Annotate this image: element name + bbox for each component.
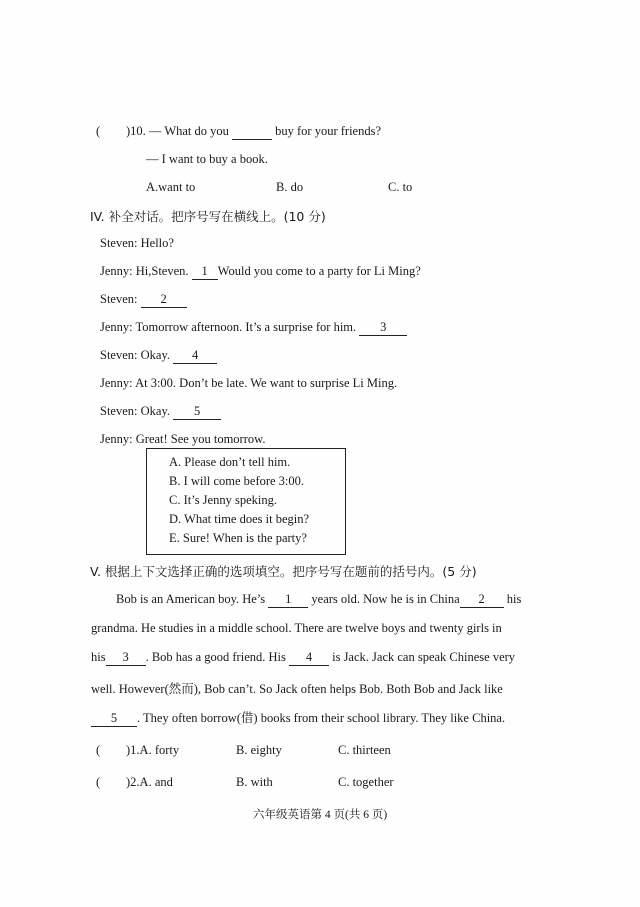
passage-text: his — [506, 592, 522, 606]
dialog-line-7 — [100, 404, 221, 420]
dialog-line-5 — [100, 348, 217, 364]
q1-option-c: C. thirteen — [338, 743, 391, 757]
q10-option-c: C. to — [388, 180, 413, 194]
dialog-line-8 — [100, 432, 265, 447]
box-option-a: A. Please don’t tell him. — [169, 455, 291, 469]
q2-option-b: B. with — [236, 775, 273, 789]
passage-line-4: well. However(然而), Bob can’t. So Jack often helps Bob. Both Bob and Jack like — [91, 682, 503, 696]
question-2 — [96, 775, 173, 790]
passage-text: . Bob has a good friend. His — [145, 650, 286, 664]
q2-option-c: C. together — [338, 775, 394, 789]
dialog-text: Jenny: At 3:00. Don’t be late. We want to surprise Li Ming. — [100, 376, 398, 390]
passage-blank-5[interactable]: 5 — [91, 712, 137, 727]
q10-option-a: A.want to — [146, 180, 196, 194]
passage-line-5 — [91, 708, 549, 727]
page-footer: 六年级英语第 4 页(共 6 页) — [253, 809, 388, 821]
dialog-blank-5[interactable]: 5 — [173, 405, 221, 420]
dialog-line-2 — [100, 264, 421, 280]
passage-blank-1[interactable]: 1 — [268, 593, 308, 608]
q10-number: )10. — [126, 124, 146, 138]
section4-heading: IV. 补全对话。把序号写在横线上。(10 分) — [90, 209, 326, 224]
passage-text: is Jack. Jack can speak Chinese very — [332, 650, 516, 664]
box-option-d: D. What time does it begin? — [169, 512, 310, 526]
dialog-text: Steven: Okay. — [100, 404, 171, 418]
dialog-blank-1[interactable]: 1 — [192, 265, 218, 280]
passage-text: years old. Now he is in China — [311, 592, 460, 606]
q1-answer-bracket[interactable]: ( — [96, 743, 101, 757]
passage-blank-2[interactable]: 2 — [460, 593, 504, 608]
dialog-blank-3[interactable]: 3 — [359, 321, 407, 336]
dialog-text: Jenny: Tomorrow afternoon. It’s a surprise for him. — [100, 320, 357, 334]
passage-blank-3[interactable]: 3 — [106, 651, 146, 666]
q10-line — [96, 124, 381, 140]
box-option-c: C. It’s Jenny speking. — [169, 493, 277, 507]
dialog-text: Steven: Okay. — [100, 348, 171, 362]
dialog-line-3 — [100, 292, 187, 308]
section5-heading: V. 根据上下文选择正确的选项填空。把序号写在题前的括号内。(5 分) — [90, 564, 477, 579]
q10-answer-line: — I want to buy a book. — [146, 152, 268, 166]
passage-text: . They often borrow(借) books from their school library. They like China. — [137, 711, 506, 725]
dialog-text: Jenny: Hi,Steven. — [100, 264, 189, 278]
box-option-b: B. I will come before 3:00. — [169, 474, 305, 488]
question-1 — [96, 743, 179, 758]
passage-text: Bob is an American boy. He’s — [116, 592, 266, 606]
q10-option-b: B. do — [276, 180, 304, 194]
q10-stem-b: buy for your friends? — [275, 124, 382, 138]
options-box — [146, 448, 346, 555]
q1-option-a: )1.A. forty — [126, 743, 180, 757]
dialog-blank-2[interactable]: 2 — [141, 293, 187, 308]
box-option-e: E. Sure! When is the party? — [169, 531, 307, 545]
dialog-line-1 — [100, 236, 174, 251]
q10-answer-bracket[interactable]: ( — [96, 124, 101, 138]
passage-line-3 — [91, 650, 549, 666]
passage-line-2: grandma. He studies in a middle school. There are twelve boys and twenty girls in — [91, 621, 502, 635]
passage-text: his — [91, 650, 106, 664]
dialog-blank-4[interactable]: 4 — [173, 349, 217, 364]
q10-stem-a: — What do you — [148, 124, 229, 138]
dialog-text: Steven: Hello? — [100, 236, 174, 250]
dialog-text: Steven: — [100, 292, 138, 306]
dialog-text-after: Would you come to a party for Li Ming? — [217, 264, 421, 278]
q10-blank[interactable] — [232, 125, 272, 140]
passage-line-1 — [116, 592, 574, 608]
dialog-line-6 — [100, 376, 397, 391]
dialog-line-4 — [100, 320, 407, 336]
passage-blank-4[interactable]: 4 — [289, 651, 329, 666]
dialog-text: Jenny: Great! See you tomorrow. — [100, 432, 266, 446]
q2-answer-bracket[interactable]: ( — [96, 775, 101, 789]
q2-option-a: )2.A. and — [126, 775, 173, 789]
q1-option-b: B. eighty — [236, 743, 282, 757]
